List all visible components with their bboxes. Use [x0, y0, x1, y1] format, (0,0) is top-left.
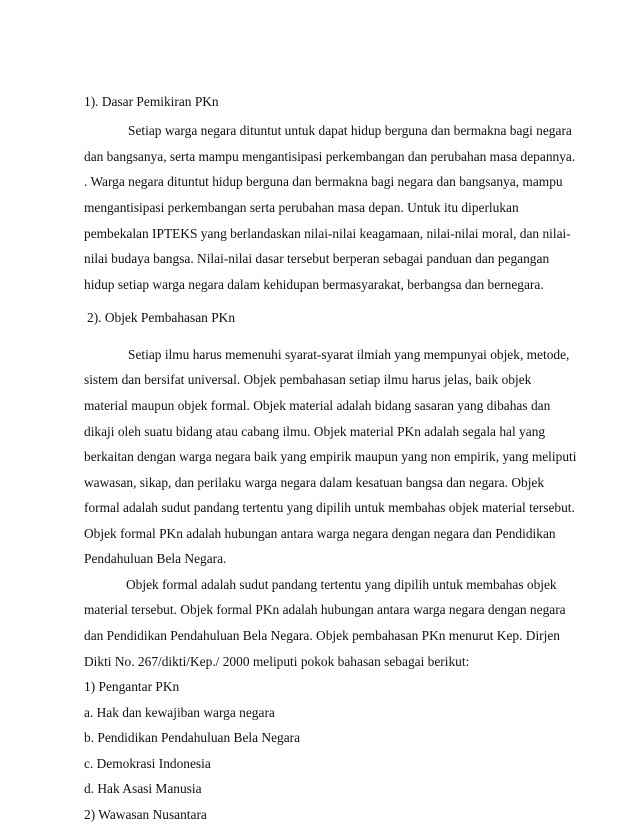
- paragraph-line: Dikti No. 267/dikti/Kep./ 2000 meliputi pokok bahasan sebagai berikut:: [84, 653, 470, 669]
- paragraph-line: nilai budaya bangsa. Nilai-nilai dasar tersebut berperan sebagai panduan dan pegangan: [84, 251, 550, 267]
- paragraph-line: Setiap warga negara dituntut untuk dapat hidup berguna dan bermakna bagi negara: [128, 123, 572, 139]
- paragraph-line: hidup setiap warga negara dalam kehidupan bermasyarakat, berbangsa dan bernegara.: [84, 276, 544, 292]
- paragraph-line: dikaji oleh suatu bidang atau cabang ilmu. Objek material PKn adalah segala hal yang: [84, 423, 546, 439]
- list-item: d. Hak Asasi Manusia: [84, 781, 202, 797]
- paragraph-line: material maupun objek formal. Objek material adalah bidang sasaran yang dibahas dan: [84, 397, 551, 413]
- paragraph-line: pembekalan IPTEKS yang berlandaskan nilai-nilai keagamaan, nilai-nilai moral, dan nilai-: [84, 225, 571, 241]
- paragraph-line: berkaitan dengan warga negara baik yang empirik maupun yang non empirik, yang meliputi: [84, 449, 577, 465]
- paragraph-line: mengantisipasi perkembangan serta perubahan masa depan. Untuk itu diperlukan: [84, 200, 519, 216]
- paragraph-line: material tersebut. Objek formal PKn adalah hubungan antara warga negara dengan negara: [84, 602, 566, 618]
- paragraph-line: formal adalah sudut pandang tertentu yang dipilih untuk membahas objek material tersebut.: [84, 500, 575, 516]
- section-heading-dasar-pemikiran: 1). Dasar Pemikiran PKn: [84, 94, 219, 109]
- paragraph-line: wawasan, sikap, dan perilaku warga negara dalam kesatuan bangsa dan negara. Objek: [84, 474, 545, 490]
- list-item: c. Demokrasi Indonesia: [84, 755, 211, 771]
- list-item: b. Pendidikan Pendahuluan Bela Negara: [84, 730, 301, 746]
- list-item: a. Hak dan kewajiban warga negara: [84, 704, 275, 720]
- paragraph-line: Objek formal PKn adalah hubungan antara warga negara dengan negara dan Pendidikan: [84, 525, 556, 541]
- list-item: 2) Wawasan Nusantara: [84, 807, 207, 822]
- paragraph-line: Pendahuluan Bela Negara.: [84, 551, 227, 567]
- section-heading-objek-pembahasan: 2). Objek Pembahasan PKn: [87, 309, 236, 325]
- paragraph-line: Objek formal adalah sudut pandang tertentu yang dipilih untuk membahas objek: [126, 576, 557, 592]
- paragraph-line: sistem dan bersifat universal. Objek pembahasan setiap ilmu harus jelas, baik objek: [84, 372, 532, 388]
- paragraph-line: Setiap ilmu harus memenuhi syarat-syarat ilmiah yang mempunyai objek, metode,: [128, 346, 570, 362]
- paragraph-line: . Warga negara dituntut hidup berguna dan bermakna bagi negara dan bangsanya, mampu: [84, 174, 563, 190]
- paragraph-line: dan Pendidikan Pendahuluan Bela Negara. Objek pembahasan PKn menurut Kep. Dirjen: [84, 628, 560, 644]
- paragraph-line: dan bangsanya, serta mampu mengantisipasi perkembangan dan perubahan masa depannya.: [84, 148, 576, 164]
- list-item: 1) Pengantar PKn: [84, 679, 180, 695]
